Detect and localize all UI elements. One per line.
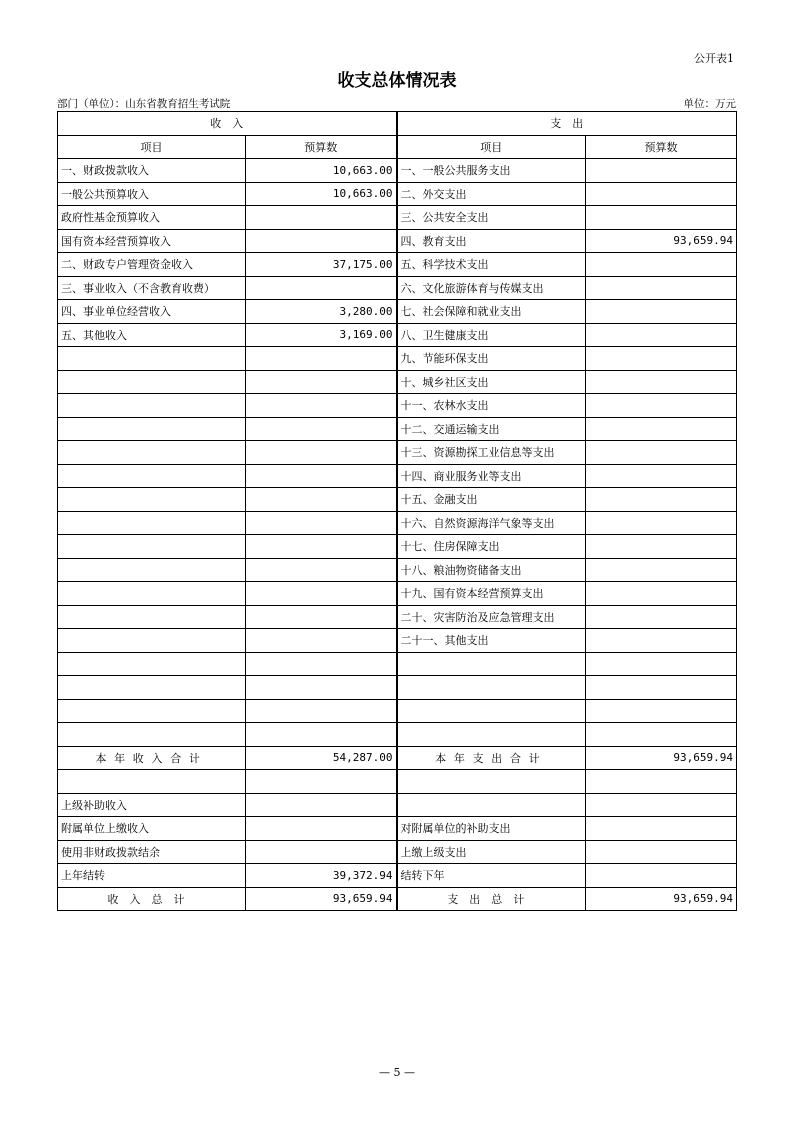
income-item: 上年结转: [58, 864, 246, 888]
expense-item: 三、公共安全支出: [397, 206, 586, 230]
income-value: 3,169.00: [246, 323, 397, 347]
table-row: [58, 370, 737, 394]
expense-value: [586, 605, 737, 629]
expense-value: 93,659.94: [586, 229, 737, 253]
income-item: [58, 582, 246, 606]
income-item: 使用非财政拨款结余: [58, 840, 246, 864]
header-row-sections: [58, 112, 737, 136]
income-item: [58, 770, 246, 794]
income-item: 国有资本经营预算收入: [58, 229, 246, 253]
income-value: 37,175.00: [246, 253, 397, 277]
expense-value: [586, 182, 737, 206]
income-item: [58, 535, 246, 559]
expense-item: 二、外交支出: [397, 182, 586, 206]
expense-item: 七、社会保障和就业支出: [397, 300, 586, 324]
income-value: [246, 441, 397, 465]
expense-value: [586, 300, 737, 324]
income-item: [58, 629, 246, 653]
table-row: [58, 206, 737, 230]
table-row: [58, 300, 737, 324]
income-value: [246, 770, 397, 794]
expense-value: [586, 464, 737, 488]
income-value: [246, 582, 397, 606]
expense-item-header: 项目: [397, 135, 586, 159]
table-row: [58, 558, 737, 582]
table-row: [58, 159, 737, 183]
income-value: [246, 276, 397, 300]
income-value: [246, 840, 397, 864]
expense-item: 对附属单位的补助支出: [397, 817, 586, 841]
expense-item: 一、一般公共服务支出: [397, 159, 586, 183]
income-value: [246, 723, 397, 747]
expense-value: [586, 723, 737, 747]
expense-value: [586, 582, 737, 606]
expense-value: [586, 488, 737, 512]
expense-item: 二十一、其他支出: [397, 629, 586, 653]
table-row: [58, 699, 737, 723]
expense-value: [586, 253, 737, 277]
income-value: [246, 699, 397, 723]
expense-value: [586, 629, 737, 653]
table-row: [58, 253, 737, 277]
income-item: 五、其他收入: [58, 323, 246, 347]
expense-value: [586, 676, 737, 700]
table-row: [58, 629, 737, 653]
expense-budget-header: 预算数: [586, 135, 737, 159]
expense-year-total-value: 93,659.94: [586, 746, 737, 770]
income-year-total-value: 54,287.00: [246, 746, 397, 770]
table-row: [58, 441, 737, 465]
form-number: 公开表1: [694, 52, 734, 65]
expense-value: [586, 864, 737, 888]
expense-item: [397, 723, 586, 747]
income-value: [246, 347, 397, 371]
table-row: [58, 793, 737, 817]
page-title: 收支总体情况表: [337, 71, 457, 91]
expense-item: 十三、资源勘探工业信息等支出: [397, 441, 586, 465]
expense-value: [586, 394, 737, 418]
income-item: [58, 558, 246, 582]
table-meta: [57, 96, 736, 111]
income-value: [246, 558, 397, 582]
income-item: 上级补助收入: [58, 793, 246, 817]
income-value: [246, 229, 397, 253]
income-item: [58, 394, 246, 418]
expense-item: 六、文化旅游体育与传媒支出: [397, 276, 586, 300]
income-item: 附属单位上缴收入: [58, 817, 246, 841]
income-item: [58, 441, 246, 465]
department-label: 部门（单位）：山东省教育招生考试院: [57, 98, 231, 110]
expense-value: [586, 652, 737, 676]
table-row: [58, 229, 737, 253]
expense-item: [397, 676, 586, 700]
expense-value: [586, 417, 737, 441]
expense-item: [397, 699, 586, 723]
income-item: [58, 417, 246, 441]
income-item: [58, 511, 246, 535]
table-row: [58, 276, 737, 300]
unit-label: 单位：万元: [683, 98, 736, 110]
income-value: [246, 676, 397, 700]
expense-item: [397, 770, 586, 794]
table-row: [58, 652, 737, 676]
income-value: [246, 488, 397, 512]
income-value: [246, 535, 397, 559]
expense-item: 九、节能环保支出: [397, 347, 586, 371]
income-item: [58, 347, 246, 371]
page-number: — 5 —: [379, 1066, 415, 1079]
income-budget-header: 预算数: [246, 135, 397, 159]
table-row: [58, 182, 737, 206]
expense-value: [586, 323, 737, 347]
expense-item: 十六、自然资源海洋气象等支出: [397, 511, 586, 535]
table-row: [58, 770, 737, 794]
income-value: 10,663.00: [246, 159, 397, 183]
income-value: 10,663.00: [246, 182, 397, 206]
expense-year-total-label: 本年支出合计: [397, 746, 586, 770]
expense-item: 十四、商业服务业等支出: [397, 464, 586, 488]
table-row: [58, 394, 737, 418]
expense-item: 十八、粮油物资储备支出: [397, 558, 586, 582]
table-row: [58, 676, 737, 700]
income-value: [246, 370, 397, 394]
expense-value: [586, 276, 737, 300]
expense-item: 十二、交通运输支出: [397, 417, 586, 441]
income-item: [58, 676, 246, 700]
expense-value: [586, 817, 737, 841]
expense-item: 十九、国有资本经营预算支出: [397, 582, 586, 606]
expense-item: 十五、金融支出: [397, 488, 586, 512]
expense-item: 二十、灾害防治及应急管理支出: [397, 605, 586, 629]
expense-item: 四、教育支出: [397, 229, 586, 253]
table-row: [58, 347, 737, 371]
income-item: 四、事业单位经营收入: [58, 300, 246, 324]
income-item: [58, 723, 246, 747]
expense-value: [586, 840, 737, 864]
table-body: [58, 112, 737, 911]
expense-value: [586, 441, 737, 465]
expense-value: [586, 558, 737, 582]
income-item: 一般公共预算收入: [58, 182, 246, 206]
table-row: [58, 464, 737, 488]
expense-item: 结转下年: [397, 864, 586, 888]
income-item: [58, 488, 246, 512]
expense-item: 五、科学技术支出: [397, 253, 586, 277]
expense-item: 十七、住房保障支出: [397, 535, 586, 559]
table-row: [58, 723, 737, 747]
table-row: [58, 840, 737, 864]
table-row: [58, 605, 737, 629]
expense-item: [397, 652, 586, 676]
income-value: [246, 394, 397, 418]
expense-value: [586, 535, 737, 559]
income-value: [246, 206, 397, 230]
income-value: [246, 817, 397, 841]
income-item: 二、财政专户管理资金收入: [58, 253, 246, 277]
year-total-row: [58, 746, 737, 770]
income-value: 39,372.94: [246, 864, 397, 888]
expense-value: [586, 206, 737, 230]
table-row: [58, 323, 737, 347]
expense-value: [586, 793, 737, 817]
table-row: [58, 511, 737, 535]
budget-table: [57, 111, 737, 911]
income-item: [58, 699, 246, 723]
income-item: 三、事业收入（不含教育收费）: [58, 276, 246, 300]
expense-value: [586, 770, 737, 794]
income-item: [58, 464, 246, 488]
table-row: [58, 417, 737, 441]
income-value: [246, 511, 397, 535]
expense-value: [586, 159, 737, 183]
income-value: [246, 652, 397, 676]
income-item: 一、财政拨款收入: [58, 159, 246, 183]
expense-item: 上缴上级支出: [397, 840, 586, 864]
income-grand-total-value: 93,659.94: [246, 887, 397, 911]
income-item-header: 项目: [58, 135, 246, 159]
income-value: [246, 629, 397, 653]
expense-value: [586, 699, 737, 723]
table-row: [58, 864, 737, 888]
expense-value: [586, 511, 737, 535]
income-value: [246, 417, 397, 441]
income-value: [246, 605, 397, 629]
expense-item: 八、卫生健康支出: [397, 323, 586, 347]
income-section-header: 收 入: [58, 112, 397, 136]
income-item: [58, 370, 246, 394]
income-value: [246, 793, 397, 817]
income-grand-total-label: 收入总计: [58, 887, 246, 911]
income-item: 政府性基金预算收入: [58, 206, 246, 230]
expense-item: [397, 793, 586, 817]
income-item: [58, 605, 246, 629]
table-row: [58, 488, 737, 512]
expense-item: 十、城乡社区支出: [397, 370, 586, 394]
expense-item: 十一、农林水支出: [397, 394, 586, 418]
grand-total-row: [58, 887, 737, 911]
expense-grand-total-value: 93,659.94: [586, 887, 737, 911]
expense-grand-total-label: 支出总计: [397, 887, 586, 911]
expense-section-header: 支 出: [397, 112, 737, 136]
table-row: [58, 817, 737, 841]
table-row: [58, 582, 737, 606]
header-row-columns: [58, 135, 737, 159]
expense-value: [586, 347, 737, 371]
income-item: [58, 652, 246, 676]
income-value: [246, 464, 397, 488]
income-year-total-label: 本年收入合计: [58, 746, 246, 770]
income-value: 3,280.00: [246, 300, 397, 324]
expense-value: [586, 370, 737, 394]
table-row: [58, 535, 737, 559]
